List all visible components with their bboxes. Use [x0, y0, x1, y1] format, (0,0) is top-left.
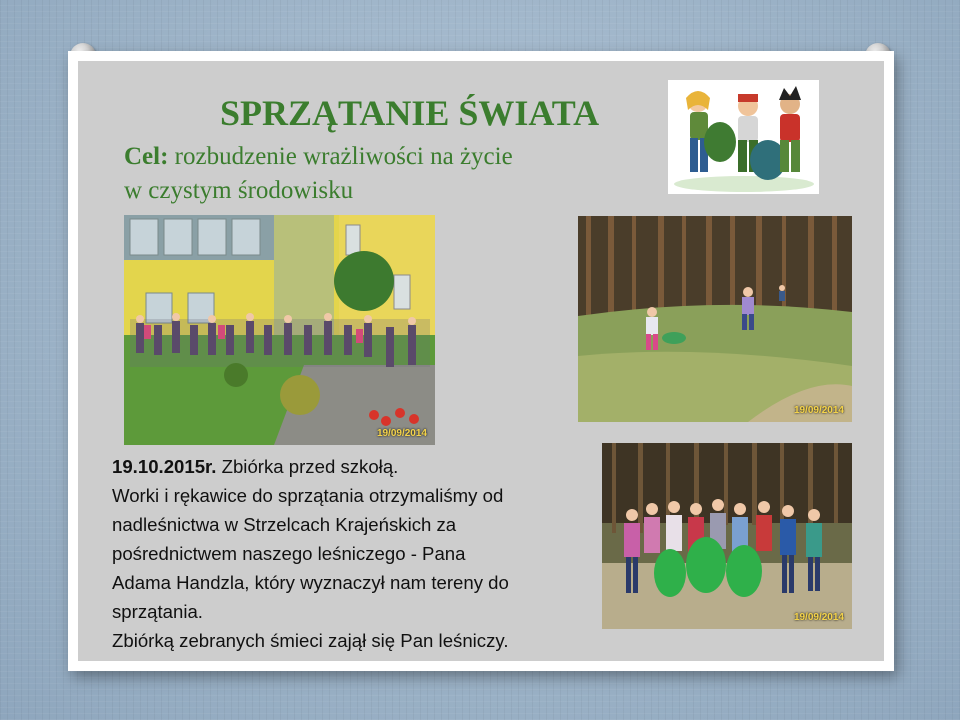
goal-label: Cel: — [124, 143, 169, 170]
photo-forest-cleanup — [578, 216, 852, 422]
paragraph-line: Adama Handzla, który wyznaczył nam tereny do — [112, 572, 509, 593]
gathering-line — [112, 452, 592, 481]
paragraph-line: Zbiórką zebranych śmieci zajął się Pan leśniczy. — [112, 630, 509, 651]
photo-school-gathering — [124, 215, 435, 445]
slide-title: SPRZĄTANIE ŚWIATA — [220, 93, 600, 133]
paragraph-line: nadleśnictwa w Strzelcach Krajeńskich za — [112, 514, 457, 535]
goal-statement — [124, 140, 664, 208]
photo-group-with-bags — [602, 443, 852, 629]
clipart-kids-cleaning-image — [668, 80, 819, 194]
photo-date-stamp: 19/09/2014 — [793, 405, 844, 416]
paragraph-line: Worki i rękawice do sprzątania otrzymaliśmy od — [112, 485, 504, 506]
event-date: 19.10.2015r. — [112, 456, 217, 477]
goal-text-line2: w czystym środowisku — [124, 177, 354, 204]
goal-text-line1: rozbudzenie wrażliwości na życie — [174, 143, 513, 170]
paragraph-line: pośrednictwem naszego leśniczego - Pana — [112, 543, 466, 564]
photo-date-stamp: 19/09/2014 — [376, 428, 427, 439]
description-text — [112, 452, 592, 655]
gathering-text: Zbiórka przed szkołą. — [221, 456, 399, 477]
photo-date-stamp: 19/09/2014 — [793, 612, 844, 623]
paragraph-line: sprzątania. — [112, 601, 203, 622]
